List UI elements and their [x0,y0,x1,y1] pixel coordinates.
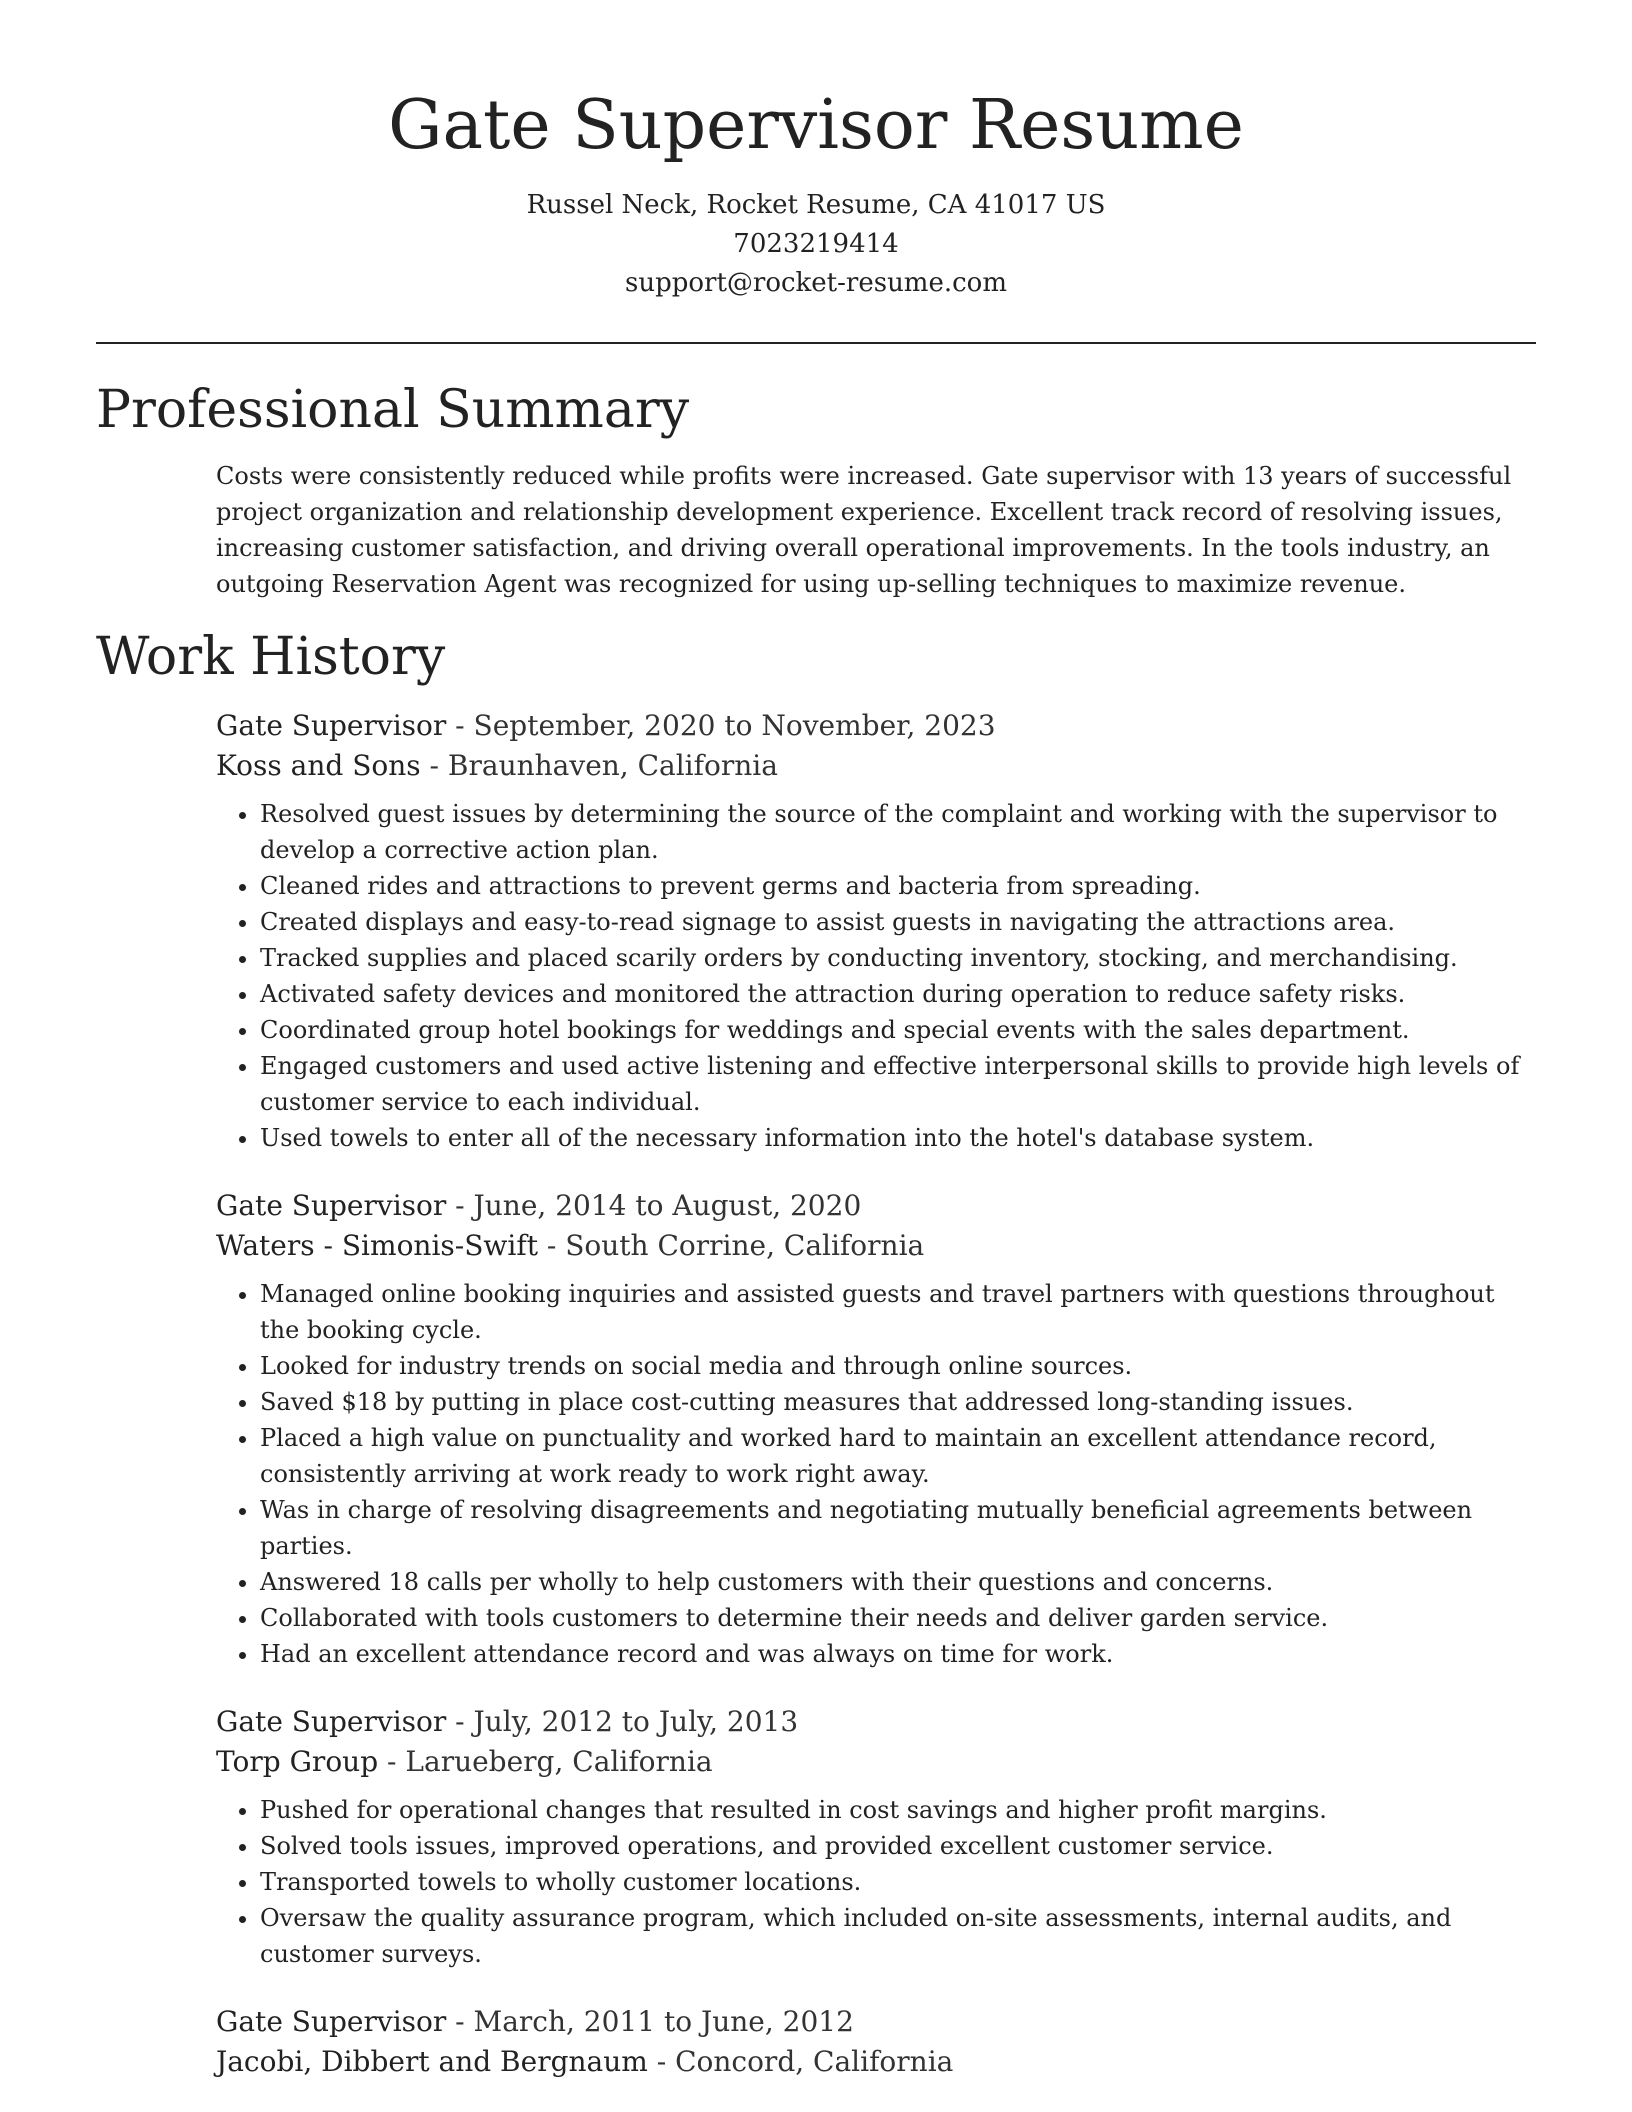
company-name: Waters - Simonis-Swift [216,1229,538,1262]
summary-heading: Professional Summary [96,380,690,440]
job-dates: September, 2020 to November, 2023 [473,709,996,742]
job-entry [216,1186,1536,1672]
separator: - [537,1229,566,1262]
job-title-line [216,2002,1536,2042]
separator: - [446,1705,474,1738]
work-history-list [216,706,1536,2112]
job-company-line [216,746,1536,786]
job-bullets [216,1792,1536,1972]
header-divider [96,342,1536,344]
job-title: Gate Supervisor [216,709,447,742]
job-entry [216,2002,1536,2082]
company-name: Torp Group [216,1745,379,1778]
job-dates: June, 2014 to August, 2020 [473,1189,862,1222]
contact-address: Russel Neck, Rocket Resume, CA 41017 US [526,190,1106,220]
bullet-item: • Transported towels to wholly customer locations. [260,1864,1536,1900]
job-title: Gate Supervisor [216,1705,447,1738]
resume-header [0,76,1632,303]
job-company-line [216,2042,1536,2082]
bullet-item: • Activated safety devices and monitored the attraction during operation to reduce safety risks. [260,976,1536,1012]
summary-text: Costs were consistently reduced while profits were increased. Gate supervisor with 13 years of successful project organization and relationship development experience. Excellent track record of resolving issues, increasing customer satisfaction, and driving overall operational improvements. In the tools industry, an outgoing Reservation Agent was recognized for using up-selling techniques to maximize revenue. [216,462,1512,598]
separator: - [446,709,474,742]
bullet-item: • Tracked supplies and placed scarily orders by conducting inventory, stocking, and merchandising. [260,940,1536,976]
contact-block [0,186,1632,303]
bullet-item: • Had an excellent attendance record and was always on time for work. [260,1636,1536,1672]
bullet-item: • Was in charge of resolving disagreements and negotiating mutually beneficial agreements between parties. [260,1492,1536,1564]
job-title-line [216,706,1536,746]
bullet-item: • Resolved guest issues by determining the source of the complaint and working with the supervisor to develop a corrective action plan. [260,796,1536,868]
company-name: Jacobi, Dibbert and Bergnaum [216,2045,648,2078]
contact-phone: 7023219414 [733,229,899,259]
job-location: Braunhaven, California [447,749,778,782]
job-entry [216,706,1536,1156]
company-name: Koss and Sons [216,749,421,782]
job-location: South Corrine, California [565,1229,925,1262]
job-dates: July, 2012 to July, 2013 [473,1705,799,1738]
bullet-item: • Answered 18 calls per wholly to help customers with their questions and concerns. [260,1564,1536,1600]
separator: - [647,2045,676,2078]
bullet-item: • Oversaw the quality assurance program, which included on-site assessments, internal audits, and customer surveys. [260,1900,1536,1972]
bullet-item: • Solved tools issues, improved operations, and provided excellent customer service. [260,1828,1536,1864]
job-company-line [216,1226,1536,1266]
bullet-item: • Managed online booking inquiries and assisted guests and travel partners with questions throughout the booking cycle. [260,1276,1536,1348]
bullet-item: • Engaged customers and used active listening and effective interpersonal skills to provide high levels of customer service to each individual. [260,1048,1536,1120]
job-location: Concord, California [675,2045,954,2078]
contact-email: support@rocket-resume.com [624,268,1007,298]
resume-title: Gate Supervisor Resume [388,86,1244,165]
bullet-item: • Saved $18 by putting in place cost-cutting measures that addressed long-standing issues. [260,1384,1536,1420]
bullet-item: • Created displays and easy-to-read signage to assist guests in navigating the attractions area. [260,904,1536,940]
bullet-item: • Pushed for operational changes that resulted in cost savings and higher profit margins. [260,1792,1536,1828]
job-title-line [216,1702,1536,1742]
work-history-heading: Work History [96,627,446,687]
job-bullets [216,1276,1536,1672]
separator: - [446,2005,474,2038]
job-entry [216,1702,1536,1972]
bullet-item: • Collaborated with tools customers to determine their needs and deliver garden service. [260,1600,1536,1636]
bullet-item: • Cleaned rides and attractions to prevent germs and bacteria from spreading. [260,868,1536,904]
job-company-line [216,1742,1536,1782]
job-title: Gate Supervisor [216,2005,447,2038]
separator: - [378,1745,406,1778]
job-dates: March, 2011 to June, 2012 [473,2005,854,2038]
bullet-item: • Placed a high value on punctuality and worked hard to maintain an excellent attendance record, consistently arriving at work ready to work right away. [260,1420,1536,1492]
job-bullets [216,796,1536,1156]
job-title-line [216,1186,1536,1226]
job-title: Gate Supervisor [216,1189,447,1222]
separator: - [420,749,448,782]
separator: - [446,1189,474,1222]
bullet-item: • Looked for industry trends on social media and through online sources. [260,1348,1536,1384]
bullet-item: • Coordinated group hotel bookings for weddings and special events with the sales department. [260,1012,1536,1048]
bullet-item: • Used towels to enter all of the necessary information into the hotel's database system. [260,1120,1536,1156]
job-location: Larueberg, California [405,1745,713,1778]
